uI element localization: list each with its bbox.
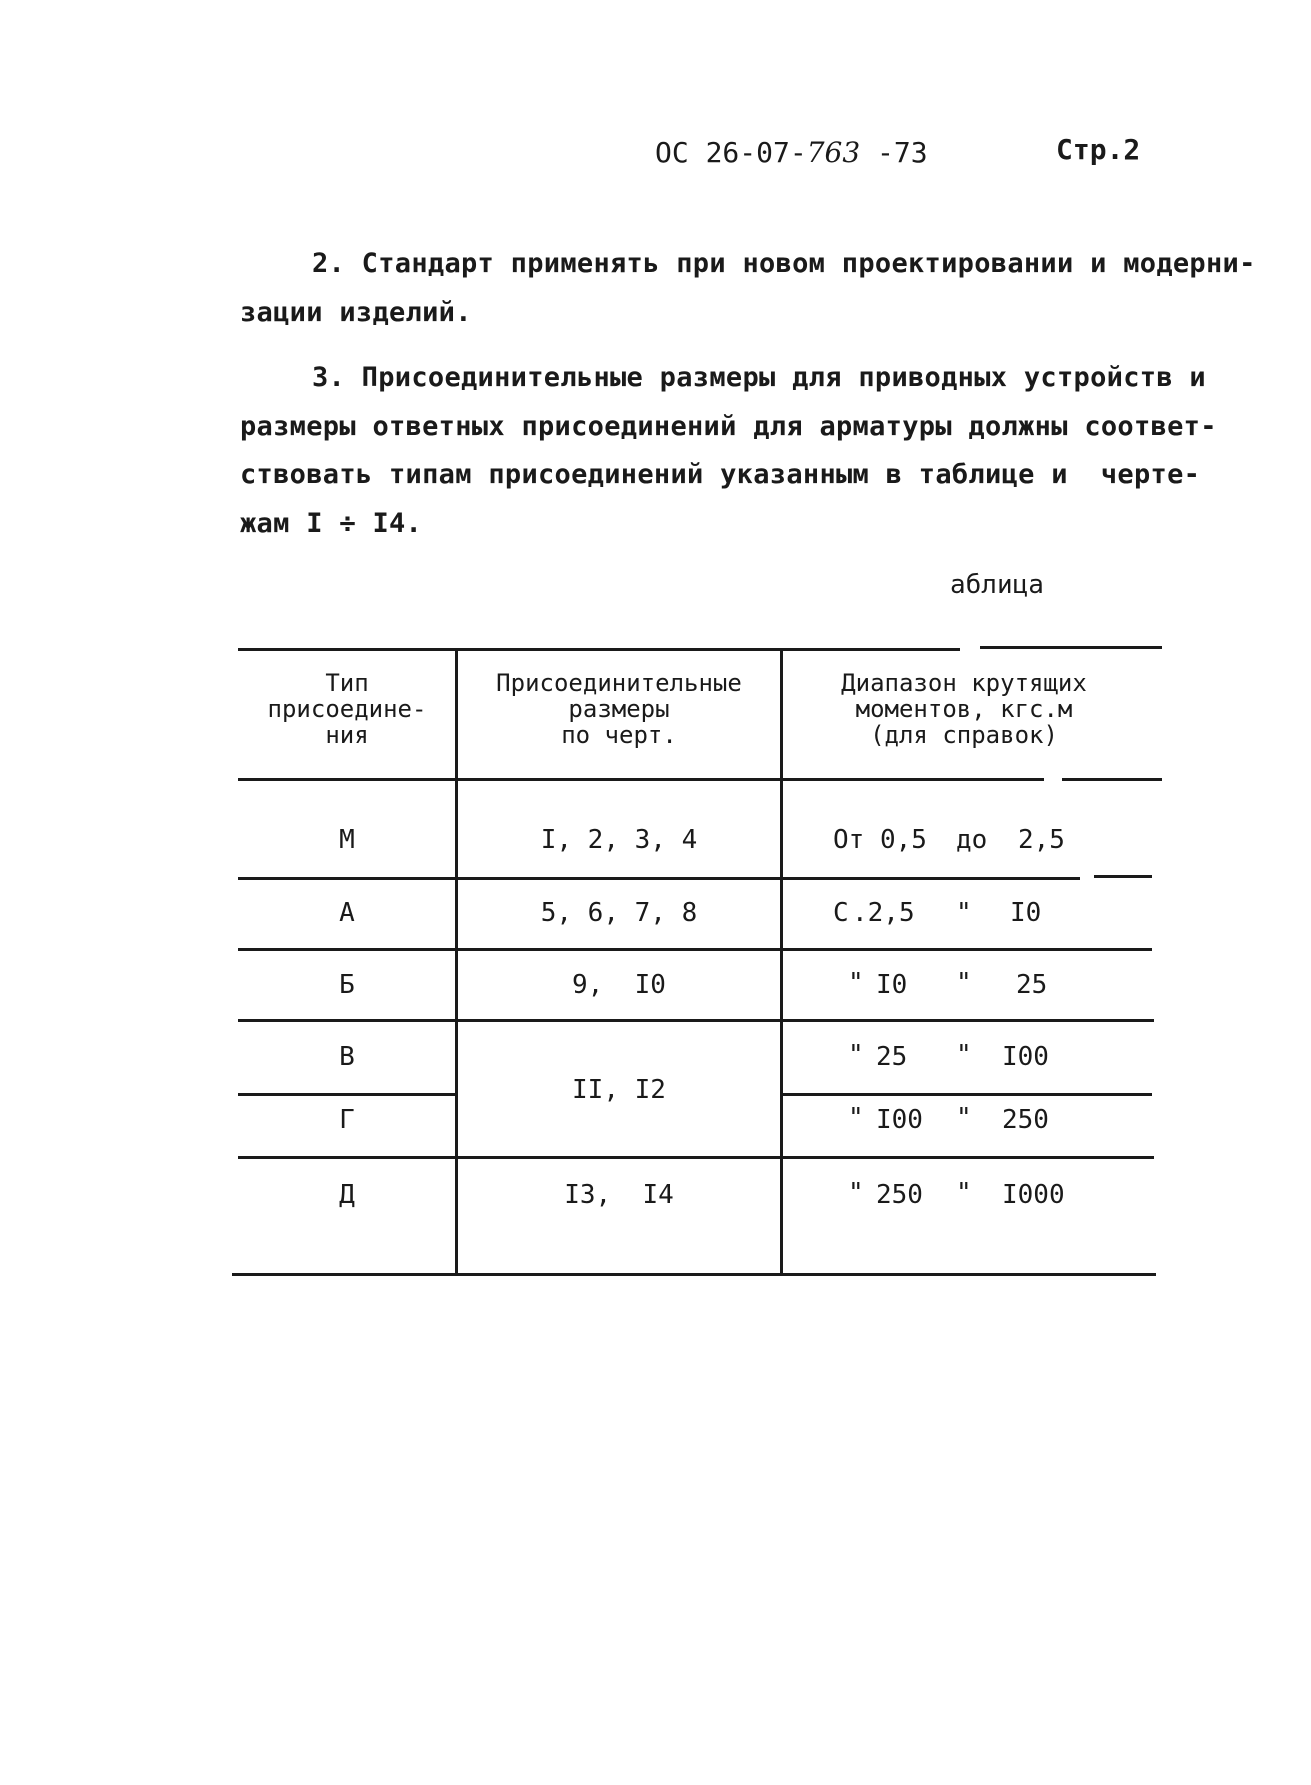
range-to-word: " — [956, 1178, 972, 1208]
table-row-type: Г — [339, 1105, 355, 1135]
range-from: I00 — [876, 1105, 923, 1135]
range-from-word: " — [848, 968, 864, 998]
range-to-word: " — [956, 968, 972, 998]
code-suffix: -73 — [860, 136, 928, 169]
document-code — [655, 136, 928, 169]
range-from-word: " — [848, 1040, 864, 1070]
range-to-word: до — [956, 825, 988, 855]
range-from: 0,5 — [880, 825, 927, 855]
range-from-word: С — [833, 898, 849, 928]
header-connection-type: Тип присоедине- ния — [267, 669, 427, 749]
range-to: I000 — [1002, 1180, 1065, 1210]
paragraph-3-line-1: 3. Присоединительные размеры для приводных устройств и — [312, 362, 1206, 393]
range-to-word: " — [956, 1103, 972, 1133]
table-row-drawings: I, 2, 3, 4 — [540, 825, 698, 855]
range-from: I0 — [876, 970, 908, 1000]
range-from: .2,5 — [852, 898, 915, 928]
code-prefix: ОС — [655, 136, 689, 169]
range-from-word: " — [848, 1178, 864, 1208]
table-row-drawings: 9, I0 — [572, 970, 666, 1000]
range-to: 2,5 — [1018, 825, 1065, 855]
table-top-rule — [238, 648, 960, 651]
row-rule-5 — [238, 1156, 1154, 1159]
table-top-rule-right — [980, 646, 1162, 649]
range-to-word: " — [956, 898, 972, 928]
row-rule-1-right — [1094, 875, 1152, 878]
range-from-word: От — [833, 825, 865, 855]
header-bottom-rule — [238, 778, 1044, 781]
header-bottom-rule-right — [1062, 778, 1162, 781]
range-to: I00 — [1002, 1042, 1049, 1072]
column-divider-2 — [780, 648, 783, 1275]
paragraph-3-line-2: размеры ответных присоединений для арматуры должны соответ- — [240, 411, 1217, 442]
table-row-type: В — [339, 1042, 355, 1072]
table-caption: аблица — [950, 570, 1044, 600]
paragraph-3-line-3: ствовать типам присоединений указанным в таблице и черте- — [240, 459, 1201, 490]
table-row-drawings: I3, I4 — [564, 1180, 674, 1210]
range-from: 250 — [876, 1180, 923, 1210]
row-rule-1 — [238, 877, 1080, 880]
row-rule-4-right — [782, 1093, 1152, 1096]
range-from-word: " — [848, 1103, 864, 1133]
paragraph-2-line-2: зации изделий. — [240, 297, 472, 328]
row-rule-2 — [238, 948, 1152, 951]
table-row-drawings: 5, 6, 7, 8 — [540, 898, 698, 928]
row-rule-4-left — [238, 1093, 458, 1096]
range-to: 250 — [1002, 1105, 1049, 1135]
paragraph-2-line-1: 2. Стандарт применять при новом проектировании и модерни- — [312, 248, 1256, 279]
table-row-type: Д — [339, 1180, 355, 1210]
range-to: I0 — [1010, 898, 1042, 928]
table-row-drawings-merged: II, I2 — [572, 1075, 666, 1105]
code-handwritten: 763 — [806, 136, 861, 169]
paragraph-3-line-4: жам I ÷ I4. — [240, 508, 423, 539]
page-number: Стр.2 — [1056, 133, 1141, 166]
range-to: 25 — [1016, 970, 1048, 1000]
row-rule-3 — [238, 1019, 1154, 1022]
code-mid: 26-07- — [705, 136, 807, 169]
header-torque-range: Диапазон крутящих моментов, кгс.м (для справок) — [841, 669, 1087, 749]
table-bottom-rule — [232, 1273, 1156, 1276]
table-row-type: М — [339, 825, 355, 855]
range-from: 25 — [876, 1042, 908, 1072]
table-row-type: А — [339, 898, 355, 928]
header-drawings: Присоединительные размеры по черт. — [496, 669, 742, 749]
table-row-type: Б — [339, 970, 355, 1000]
range-to-word: " — [956, 1040, 972, 1070]
